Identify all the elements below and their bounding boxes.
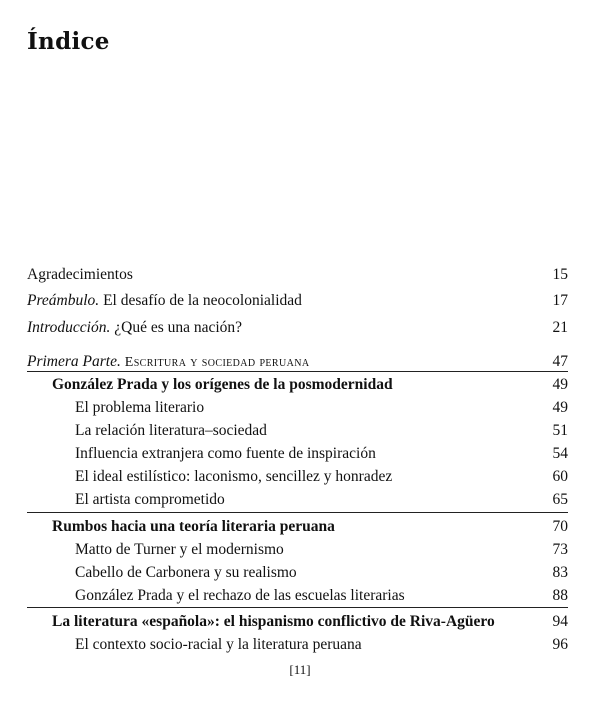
toc-entry-label: [27, 317, 242, 339]
toc-entry-page: 65: [552, 491, 568, 508]
toc-entry-page: 17: [552, 292, 568, 309]
toc-entry-label: [27, 290, 302, 312]
part-heading-rule: [27, 371, 568, 372]
toc-entry-page: 60: [552, 468, 568, 485]
toc-entry-page: 47: [552, 353, 568, 370]
page-title: Índice: [27, 28, 110, 55]
toc-section: [0, 585, 600, 607]
toc-chapter: [0, 611, 600, 633]
chapter-rule: [27, 607, 568, 608]
toc-section: [0, 397, 600, 419]
toc-section: [0, 539, 600, 561]
toc-entry-text: ¿Qué es una nación?: [110, 319, 243, 336]
toc-entry-lead: Introducción.: [27, 319, 111, 336]
toc-part-heading: [0, 351, 600, 373]
toc-entry-page: 94: [552, 613, 568, 630]
toc-section: [0, 562, 600, 584]
toc-entry-label: La literatura «española»: el hispanismo conflictivo de Riva-Agüero: [52, 613, 495, 630]
toc-entry-label: Rumbos hacia una teoría literaria peruana: [52, 518, 335, 535]
toc-entry-page: 83: [552, 564, 568, 581]
toc-entry-text: El desafío de la neocolonialidad: [99, 292, 302, 309]
toc-entry-label: Cabello de Carbonera y su realismo: [75, 564, 297, 581]
toc-entry-page: 54: [552, 445, 568, 462]
toc-entry-label: El artista comprometido: [75, 491, 225, 508]
toc-entry-page: 49: [552, 399, 568, 416]
toc-entry-page: 21: [552, 319, 568, 336]
toc-section: [0, 489, 600, 511]
toc-entry-text: Escritura y sociedad peruana: [120, 355, 310, 370]
toc-entry-label: El ideal estilístico: laconismo, sencillez y honradez: [75, 468, 393, 485]
toc-entry-page: 88: [552, 587, 568, 604]
toc-entry-page: 49: [552, 376, 568, 393]
toc-entry-page: 96: [552, 636, 568, 653]
toc-entry-lead: Preámbulo.: [27, 292, 100, 309]
toc-entry-label: Influencia extranjera como fuente de inspiración: [75, 445, 376, 462]
toc-entry-lead: Primera Parte.: [27, 353, 121, 370]
toc-entry-label: Agradecimientos: [27, 266, 133, 283]
toc-section: [0, 634, 600, 656]
toc-entry-label: González Prada y los orígenes de la posmodernidad: [52, 376, 393, 393]
chapter-rule: [27, 512, 568, 513]
toc-entry-label: González Prada y el rechazo de las escuelas literarias: [75, 587, 405, 604]
toc-entry-page: 15: [552, 266, 568, 283]
page-number: [11]: [289, 662, 311, 677]
toc-entry-preambulo: [0, 290, 600, 312]
toc-section: [0, 420, 600, 442]
toc-section: [0, 443, 600, 465]
toc-entry-label: El contexto socio-racial y la literatura peruana: [75, 636, 362, 653]
toc-entry-agradecimientos: [0, 264, 600, 286]
toc-chapter: [0, 516, 600, 538]
toc-entry-introduccion: [0, 317, 600, 339]
toc-entry-label: Matto de Turner y el modernismo: [75, 541, 284, 558]
toc-entry-page: 70: [552, 518, 568, 535]
toc-entry-page: 51: [552, 422, 568, 439]
toc-entry-page: 73: [552, 541, 568, 558]
toc-entry-label: La relación literatura–sociedad: [75, 422, 267, 439]
toc-chapter: [0, 374, 600, 396]
toc-section: [0, 466, 600, 488]
toc-entry-label: El problema literario: [75, 399, 205, 416]
